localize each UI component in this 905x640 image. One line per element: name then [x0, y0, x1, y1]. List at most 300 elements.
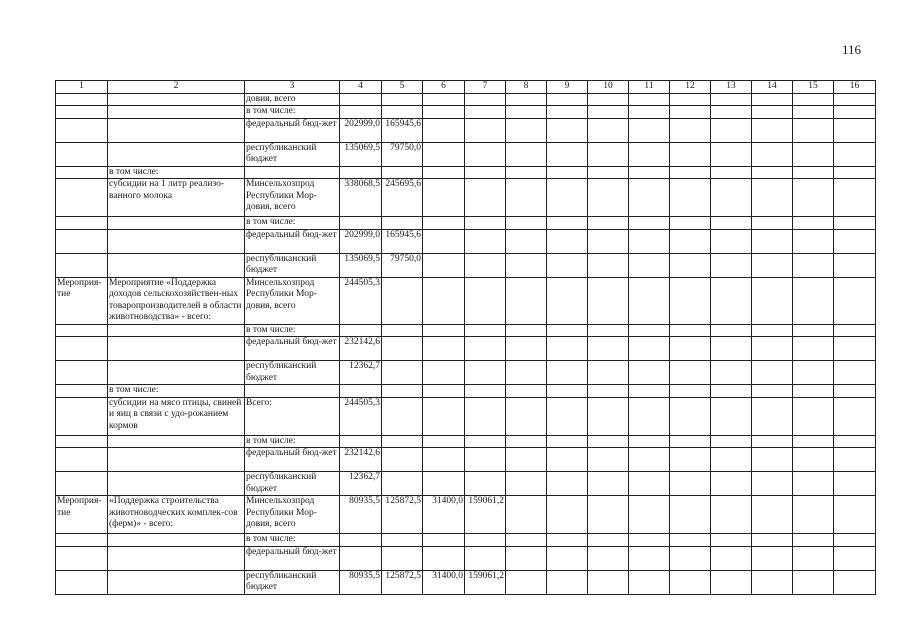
table-cell — [423, 337, 465, 361]
table-cell — [547, 106, 588, 119]
table-cell: 80935,5 — [340, 496, 382, 534]
table-cell — [588, 448, 629, 472]
table-cell — [629, 570, 670, 594]
table-cell — [547, 179, 588, 217]
table-cell — [56, 106, 108, 119]
table-cell — [793, 448, 834, 472]
table-cell — [629, 546, 670, 570]
table-cell — [340, 435, 382, 448]
table-cell — [793, 546, 834, 570]
table-cell — [670, 179, 711, 217]
table-cell — [588, 534, 629, 547]
table-cell — [465, 534, 506, 547]
table-cell — [382, 546, 423, 570]
table-cell — [465, 337, 506, 361]
table-cell — [711, 324, 752, 337]
table-cell — [793, 166, 834, 179]
table-cell — [423, 277, 465, 324]
table-cell — [506, 435, 547, 448]
table-cell — [423, 179, 465, 217]
table-cell — [670, 546, 711, 570]
table-cell: 125872,5 — [382, 496, 423, 534]
table-cell — [547, 385, 588, 398]
table-cell — [423, 546, 465, 570]
table-cell — [711, 448, 752, 472]
table-cell — [834, 496, 876, 534]
table-cell: 12362,7 — [340, 472, 382, 496]
table-cell — [340, 93, 382, 106]
table-cell — [340, 546, 382, 570]
table-row — [56, 142, 876, 166]
table-cell — [56, 448, 108, 472]
table-cell — [56, 534, 108, 547]
table-cell — [506, 253, 547, 277]
table-cell — [108, 570, 245, 594]
table-cell — [506, 166, 547, 179]
table-cell — [506, 217, 547, 230]
table-cell — [506, 448, 547, 472]
table-cell — [711, 277, 752, 324]
table-cell: федеральный бюд-жет — [245, 229, 340, 253]
table-row — [56, 546, 876, 570]
table-cell — [56, 166, 108, 179]
page-number: 116 — [842, 42, 862, 57]
table-cell — [465, 142, 506, 166]
table-cell — [629, 324, 670, 337]
table-cell — [834, 448, 876, 472]
table-cell — [245, 166, 340, 179]
table-cell — [629, 106, 670, 119]
table-cell — [629, 472, 670, 496]
table-cell — [629, 217, 670, 230]
table-cell: 135069,5 — [340, 142, 382, 166]
table-cell — [629, 397, 670, 435]
table-cell — [108, 106, 245, 119]
table-cell: субсидии на 1 литр реализо-ванного молока — [108, 179, 245, 217]
table-cell — [629, 229, 670, 253]
table-cell — [752, 496, 793, 534]
table-cell — [752, 337, 793, 361]
table-cell — [547, 361, 588, 385]
table-cell — [423, 448, 465, 472]
column-header: 8 — [506, 81, 547, 94]
table-cell — [547, 277, 588, 324]
table-row — [56, 217, 876, 230]
table-cell — [793, 570, 834, 594]
table-cell — [834, 229, 876, 253]
table-row — [56, 385, 876, 398]
table-cell — [547, 397, 588, 435]
table-cell — [793, 435, 834, 448]
table-cell — [752, 118, 793, 142]
table-cell — [588, 217, 629, 230]
table-cell: федеральный бюд-жет — [245, 337, 340, 361]
table-cell: 31400,0 — [423, 496, 465, 534]
table-cell — [588, 324, 629, 337]
table-cell — [629, 534, 670, 547]
table-cell — [506, 277, 547, 324]
table-cell — [793, 385, 834, 398]
table-cell — [465, 361, 506, 385]
table-cell — [588, 93, 629, 106]
table-cell — [382, 361, 423, 385]
table-cell — [56, 179, 108, 217]
table-cell — [382, 534, 423, 547]
table-cell: субсидии на мясо птицы, свиней и яиц в связи с удо-рожанием кормов — [108, 397, 245, 435]
table-cell — [465, 253, 506, 277]
table-cell: республиканский бюджет — [245, 570, 340, 594]
column-header: 4 — [340, 81, 382, 94]
table-cell — [56, 385, 108, 398]
table-cell — [588, 106, 629, 119]
table-cell — [465, 546, 506, 570]
table-cell — [793, 253, 834, 277]
table-cell — [423, 253, 465, 277]
table-cell — [465, 217, 506, 230]
column-header: 6 — [423, 81, 465, 94]
table-cell — [670, 324, 711, 337]
table-cell — [834, 361, 876, 385]
table-cell: в том числе: — [245, 435, 340, 448]
table-row — [56, 435, 876, 448]
table-cell — [588, 142, 629, 166]
table-cell — [834, 179, 876, 217]
table-cell — [834, 472, 876, 496]
table-cell: 245695,6 — [382, 179, 423, 217]
table-cell — [547, 496, 588, 534]
table-cell: республиканский бюджет — [245, 472, 340, 496]
table-cell — [752, 93, 793, 106]
table-cell — [465, 106, 506, 119]
table-cell — [711, 546, 752, 570]
table-cell — [340, 106, 382, 119]
table-cell: 338068,5 — [340, 179, 382, 217]
table-cell — [465, 472, 506, 496]
table-row — [56, 337, 876, 361]
column-header: 12 — [670, 81, 711, 94]
table-cell — [793, 361, 834, 385]
table-cell — [711, 253, 752, 277]
table-cell — [629, 142, 670, 166]
table-cell — [547, 142, 588, 166]
table-cell — [629, 277, 670, 324]
table-row — [56, 448, 876, 472]
table-cell — [834, 166, 876, 179]
table-cell: Мероприя-тие — [56, 277, 108, 324]
table-cell — [752, 397, 793, 435]
table-cell — [670, 385, 711, 398]
table-cell — [465, 179, 506, 217]
table-cell — [56, 397, 108, 435]
table-cell — [423, 361, 465, 385]
table-cell — [834, 277, 876, 324]
table-cell — [752, 361, 793, 385]
budget-table — [55, 80, 876, 595]
table-cell — [670, 448, 711, 472]
table-cell — [670, 496, 711, 534]
table-cell: 79750,0 — [382, 142, 423, 166]
table-cell — [711, 435, 752, 448]
table-cell — [834, 142, 876, 166]
table-cell — [588, 166, 629, 179]
table-cell — [834, 93, 876, 106]
table-cell — [56, 118, 108, 142]
table-cell — [506, 385, 547, 398]
table-cell — [465, 118, 506, 142]
table-cell — [711, 361, 752, 385]
table-cell — [588, 337, 629, 361]
table-cell — [588, 546, 629, 570]
column-header: 16 — [834, 81, 876, 94]
table-cell — [793, 106, 834, 119]
table-cell — [108, 142, 245, 166]
table-cell — [752, 229, 793, 253]
table-cell — [588, 277, 629, 324]
table-cell — [506, 106, 547, 119]
table-row — [56, 472, 876, 496]
table-cell: 12362,7 — [340, 361, 382, 385]
table-cell — [382, 166, 423, 179]
table-cell — [793, 397, 834, 435]
table-cell: в том числе: — [245, 106, 340, 119]
table-cell — [56, 435, 108, 448]
table-cell — [382, 385, 423, 398]
table-cell — [56, 472, 108, 496]
table-cell — [834, 385, 876, 398]
table-cell — [382, 472, 423, 496]
table-cell — [752, 106, 793, 119]
table-cell — [108, 118, 245, 142]
table-cell — [465, 277, 506, 324]
table-cell — [834, 324, 876, 337]
table-cell — [670, 118, 711, 142]
table-cell: 159061,2 — [465, 496, 506, 534]
table-cell: 232142,6 — [340, 448, 382, 472]
table-cell — [108, 546, 245, 570]
table-cell: «Поддержка строительства животноводческих комплек-сов (ферм)» - всего: — [108, 496, 245, 534]
table-cell: республиканский бюджет — [245, 142, 340, 166]
table-cell — [382, 217, 423, 230]
table-cell — [588, 361, 629, 385]
table-cell — [547, 166, 588, 179]
column-header: 14 — [752, 81, 793, 94]
table-cell — [711, 179, 752, 217]
table-cell — [423, 93, 465, 106]
table-cell — [465, 448, 506, 472]
table-cell — [793, 142, 834, 166]
table-cell — [423, 385, 465, 398]
table-cell — [506, 534, 547, 547]
table-cell — [588, 570, 629, 594]
table-row — [56, 229, 876, 253]
table-cell — [340, 324, 382, 337]
table-cell — [465, 397, 506, 435]
table-cell — [711, 337, 752, 361]
table-cell — [423, 435, 465, 448]
table-cell — [629, 118, 670, 142]
table-cell — [711, 93, 752, 106]
table-cell — [711, 142, 752, 166]
column-header: 7 — [465, 81, 506, 94]
table-cell — [711, 397, 752, 435]
table-cell — [629, 496, 670, 534]
table-cell — [711, 217, 752, 230]
table-cell — [547, 217, 588, 230]
table-cell — [834, 435, 876, 448]
table-cell — [382, 93, 423, 106]
table-cell — [465, 385, 506, 398]
table-cell — [711, 166, 752, 179]
table-cell — [629, 448, 670, 472]
table-cell — [588, 435, 629, 448]
table-cell — [340, 534, 382, 547]
table-cell — [547, 253, 588, 277]
table-cell — [793, 472, 834, 496]
table-cell — [56, 142, 108, 166]
table-cell — [108, 361, 245, 385]
table-cell — [588, 385, 629, 398]
table-cell — [793, 337, 834, 361]
table-cell — [793, 324, 834, 337]
table-cell — [108, 435, 245, 448]
table-cell — [108, 253, 245, 277]
table-cell — [423, 472, 465, 496]
table-cell — [547, 93, 588, 106]
table-cell — [465, 93, 506, 106]
table-cell — [793, 118, 834, 142]
table-cell — [670, 106, 711, 119]
table-row — [56, 496, 876, 534]
table-cell: Минсельхозпрод Республики Мор-довия, всего — [245, 179, 340, 217]
table-cell — [506, 472, 547, 496]
table-cell — [629, 361, 670, 385]
table-cell — [670, 142, 711, 166]
table-cell — [108, 337, 245, 361]
table-cell — [711, 534, 752, 547]
table-cell — [752, 324, 793, 337]
table-cell — [670, 229, 711, 253]
table-cell — [588, 496, 629, 534]
table-cell — [56, 546, 108, 570]
table-cell — [56, 217, 108, 230]
table-cell — [108, 93, 245, 106]
column-header: 5 — [382, 81, 423, 94]
table-cell — [834, 570, 876, 594]
table-cell — [629, 385, 670, 398]
table-row — [56, 118, 876, 142]
table-cell — [752, 546, 793, 570]
table-cell: республиканский бюджет — [245, 361, 340, 385]
table-cell — [588, 179, 629, 217]
column-header: 9 — [547, 81, 588, 94]
table-cell: в том числе: — [245, 534, 340, 547]
table-cell: в том числе: — [108, 166, 245, 179]
table-cell: 232142,6 — [340, 337, 382, 361]
table-row — [56, 324, 876, 337]
table-cell — [834, 217, 876, 230]
table-cell — [56, 337, 108, 361]
table-cell — [506, 93, 547, 106]
table-cell — [752, 217, 793, 230]
table-cell — [793, 534, 834, 547]
table-cell — [670, 337, 711, 361]
table-cell — [793, 217, 834, 230]
table-cell: 244505,3 — [340, 277, 382, 324]
table-cell — [711, 118, 752, 142]
table-cell — [506, 179, 547, 217]
table-row — [56, 179, 876, 217]
table-cell — [506, 229, 547, 253]
table-cell — [629, 337, 670, 361]
table-cell: федеральный бюд-жет — [245, 118, 340, 142]
table-cell — [752, 534, 793, 547]
table-cell — [670, 277, 711, 324]
table-cell — [465, 324, 506, 337]
table-cell — [108, 472, 245, 496]
table-cell — [423, 106, 465, 119]
table-cell — [506, 361, 547, 385]
table-cell — [382, 448, 423, 472]
table-cell — [547, 337, 588, 361]
table-cell: Всего: — [245, 397, 340, 435]
table-cell — [711, 570, 752, 594]
table-cell: Мероприя-тие — [56, 496, 108, 534]
table-cell — [245, 385, 340, 398]
table-cell: довия, всего — [245, 93, 340, 106]
table-cell: Мероприятие «Поддержка доходов сельскохозяйствен-ных товаропроизводителей в области животноводства» - всего: — [108, 277, 245, 324]
table-cell — [670, 166, 711, 179]
table-cell — [423, 118, 465, 142]
table-cell — [56, 93, 108, 106]
table-cell — [382, 337, 423, 361]
table-cell — [108, 229, 245, 253]
table-cell: 125872,5 — [382, 570, 423, 594]
table-cell — [834, 534, 876, 547]
table-cell: 165945,6 — [382, 118, 423, 142]
table-cell — [588, 118, 629, 142]
table-cell — [423, 142, 465, 166]
table-row — [56, 166, 876, 179]
table-cell — [108, 324, 245, 337]
table-cell — [834, 253, 876, 277]
table-cell — [793, 277, 834, 324]
column-header: 10 — [588, 81, 629, 94]
table-cell — [547, 435, 588, 448]
column-header: 11 — [629, 81, 670, 94]
table-cell: в том числе: — [245, 324, 340, 337]
table-cell — [711, 229, 752, 253]
table-cell: в том числе: — [108, 385, 245, 398]
table-cell: федеральный бюд-жет — [245, 448, 340, 472]
table-row — [56, 570, 876, 594]
table-row — [56, 253, 876, 277]
table-cell — [834, 397, 876, 435]
table-cell — [752, 448, 793, 472]
table-cell — [56, 324, 108, 337]
table-cell — [670, 217, 711, 230]
table-cell: 244505,3 — [340, 397, 382, 435]
table-cell: 159061,2 — [465, 570, 506, 594]
table-cell — [56, 361, 108, 385]
table-cell — [382, 435, 423, 448]
table-cell — [506, 496, 547, 534]
header-row — [56, 81, 876, 94]
table-cell — [752, 142, 793, 166]
table-cell — [629, 179, 670, 217]
table-cell: республиканский бюджет — [245, 253, 340, 277]
table-cell — [506, 118, 547, 142]
table-cell — [465, 166, 506, 179]
